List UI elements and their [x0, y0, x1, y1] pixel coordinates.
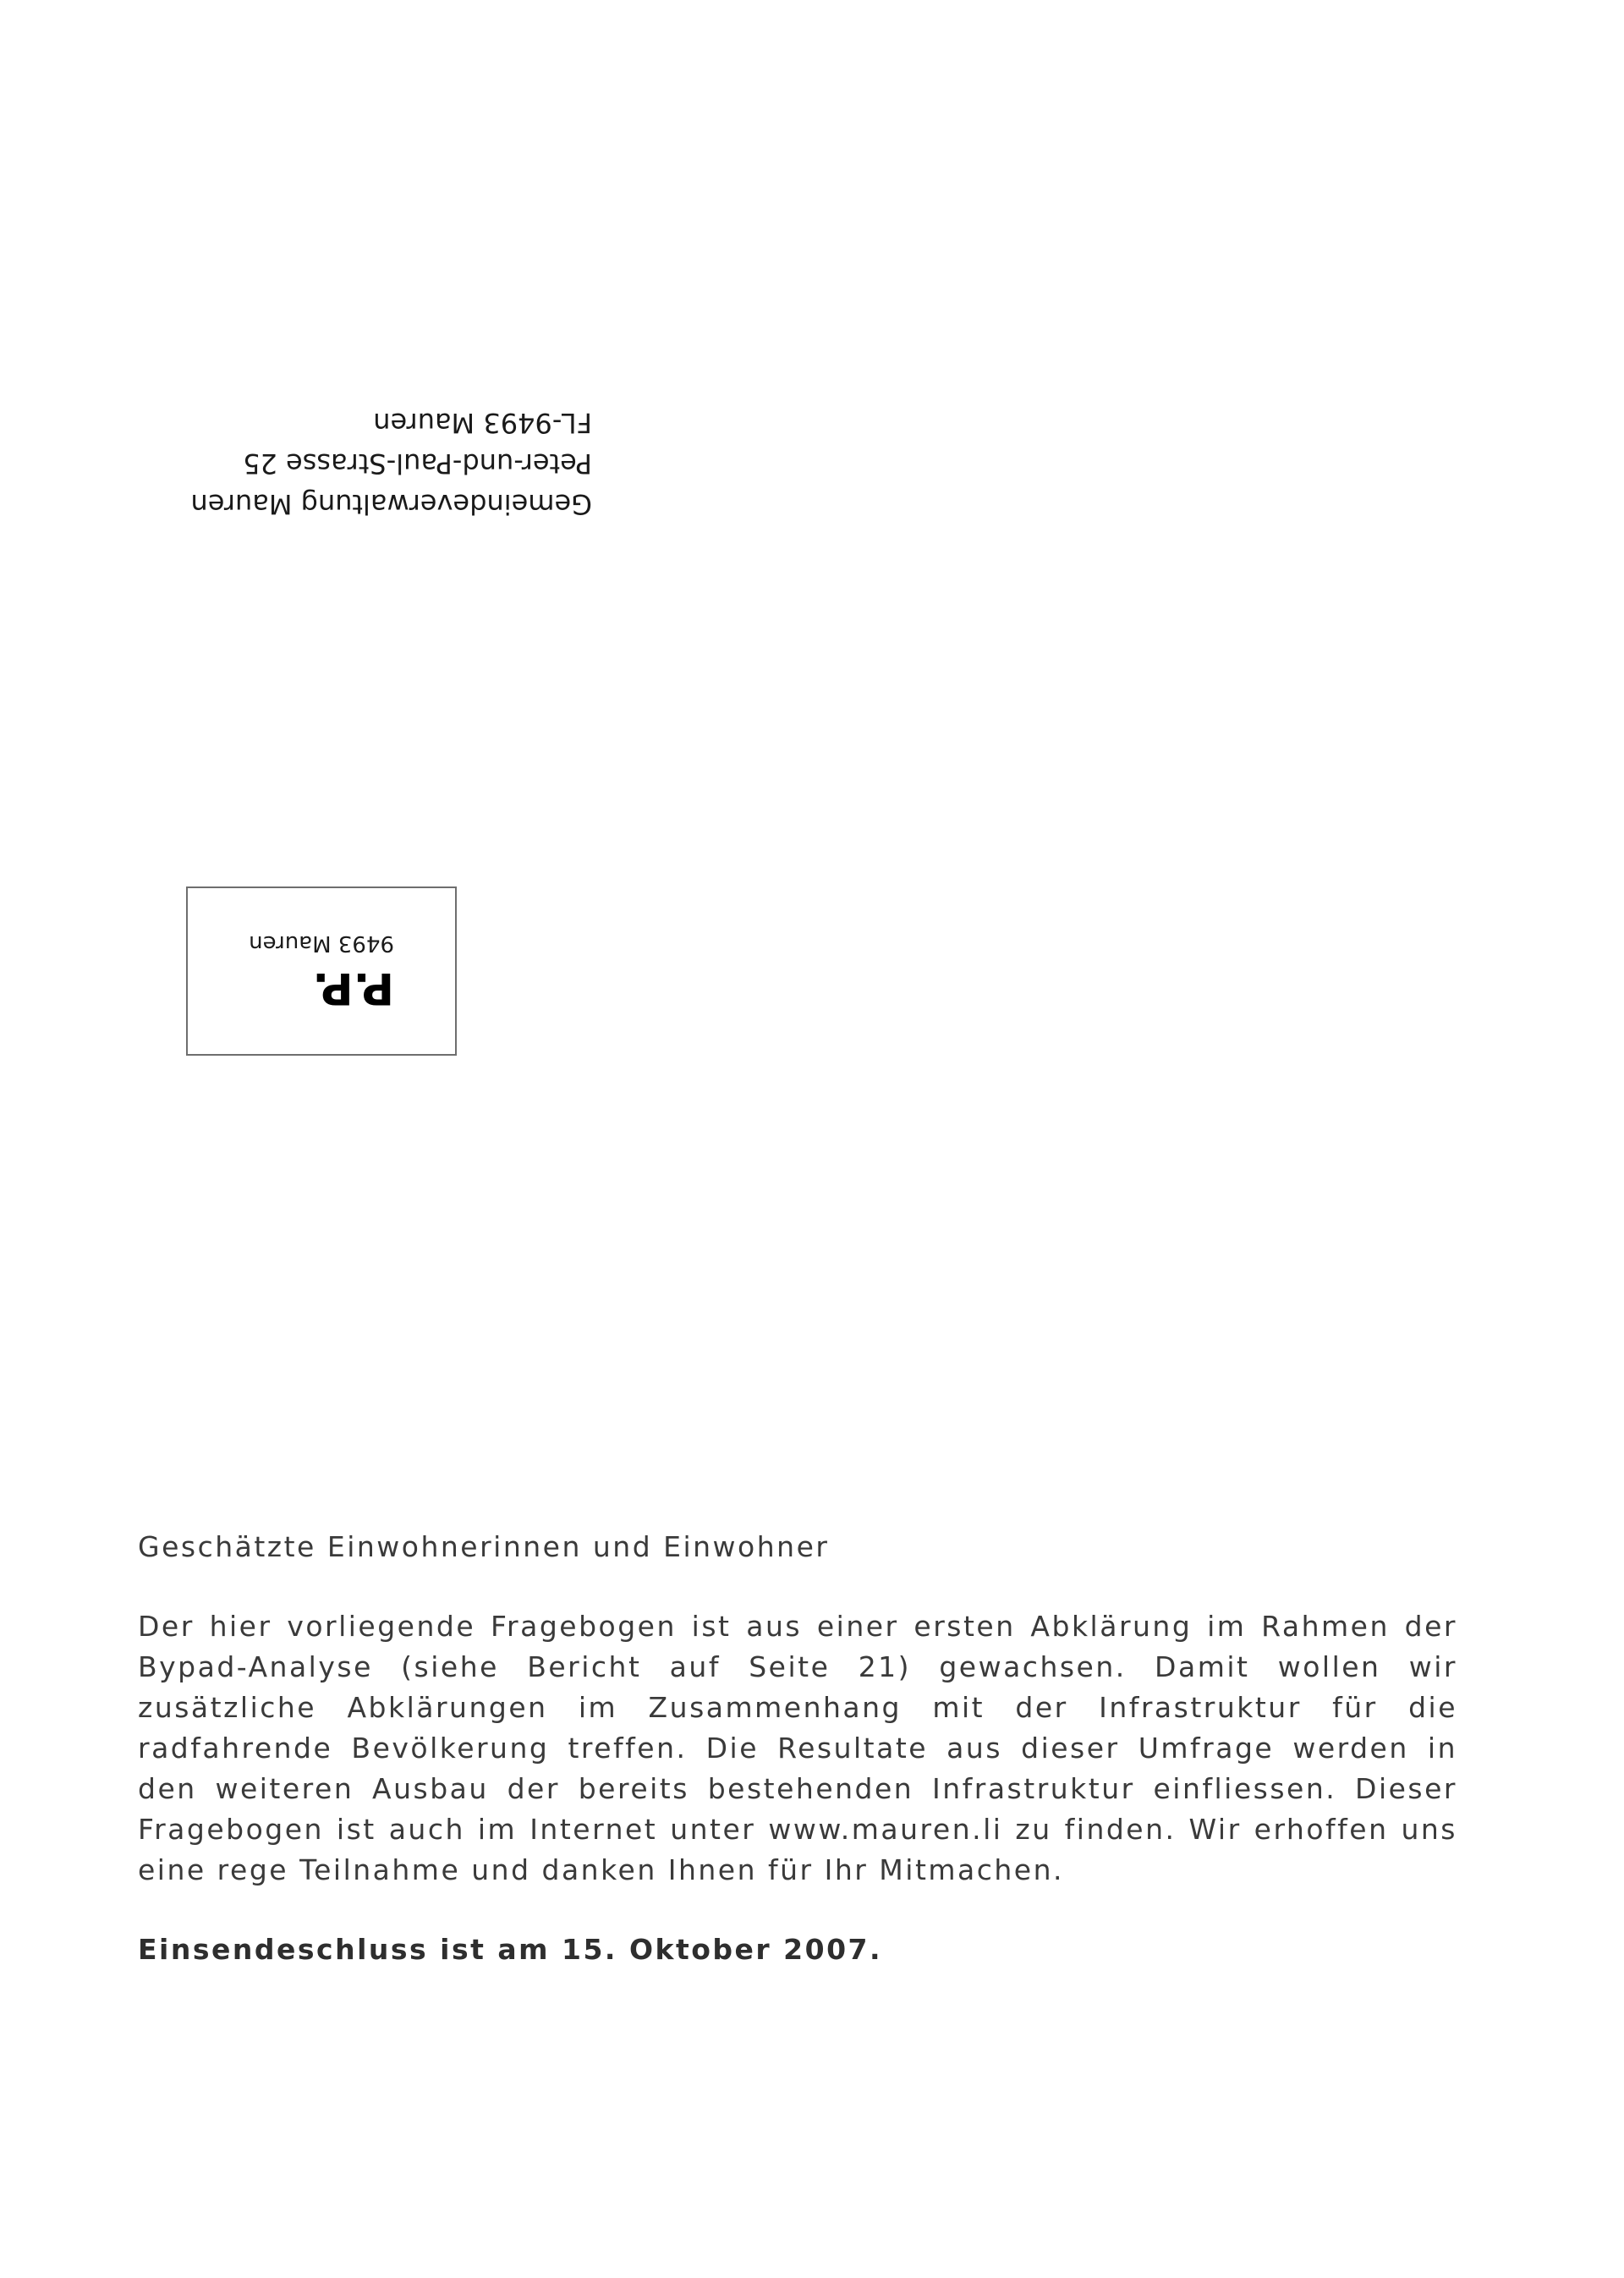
postage-stamp-content [188, 888, 455, 1054]
postage-place: 9493 Mauren [249, 930, 394, 956]
address-line-street: Peter-und-Paul-Strasse 25 [243, 447, 592, 480]
address-line-city: FL-9493 Mauren [373, 407, 592, 439]
postage-pp-mark: P.P. [312, 963, 394, 1013]
postage-stamp-box [186, 886, 457, 1056]
submission-deadline: Einsendeschluss ist am 15. Oktober 2007. [138, 1933, 883, 1966]
letter-body [138, 1527, 1457, 1970]
letter-greeting: Geschätzte Einwohnerinnen und Einwohner [138, 1530, 830, 1563]
letter-paragraph: Der hier vorliegende Fragebogen ist aus einer ersten Abklärung im Rahmen der Bypad-Analyse (siehe Bericht auf Seite 21) gewachsen. Damit wollen wir zusätzliche Abklärungen im Zusammenhang mit der Infrastruktur für die radfahrende Bevölkerung treffen. Die Resultate aus dieser Umfrage werden in den weiteren Ausbau der bereits bestehenden Infrastruktur einfliessen. Dieser Fragebogen ist auch im Internet unter www.mauren.li zu finden. Wir erhoffen uns eine rege Teilnahme und danken Ihnen für Ihr Mitmachen. [138, 1610, 1457, 1886]
recipient-address [144, 398, 592, 524]
address-line-name: Gemeindeverwaltung Mauren [190, 488, 592, 520]
